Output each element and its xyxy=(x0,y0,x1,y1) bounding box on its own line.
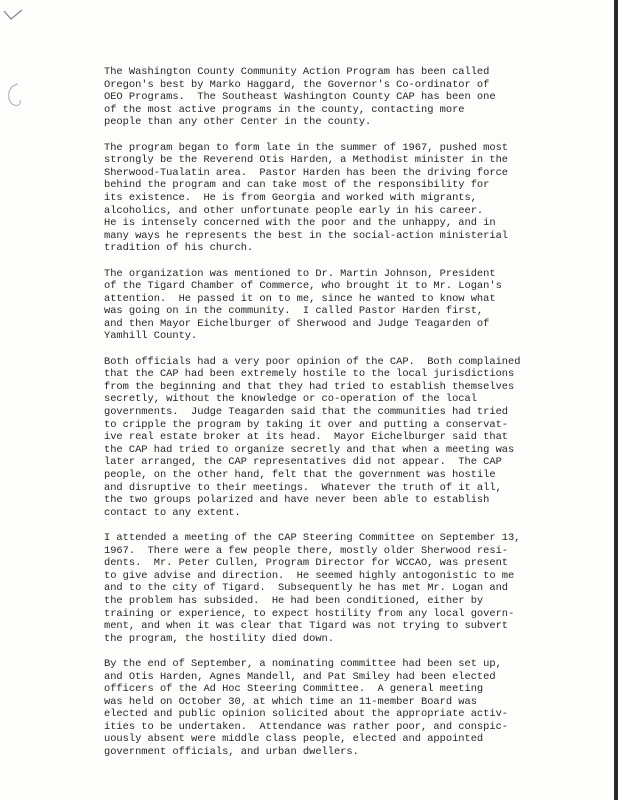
text-line: the CAP had tried to organize secretly and that when a meeting was xyxy=(104,443,515,456)
text-line: I attended a meeting of the CAP Steering Committee on September 13, xyxy=(104,531,521,544)
text-line: Both officials had a very poor opinion of the CAP. Both complained xyxy=(104,355,521,368)
text-line: contact to any extent. xyxy=(104,506,241,519)
text-line: Oregon's best by Marko Haggard, the Governor's Co-ordinator of xyxy=(104,78,490,91)
text-line: alcoholics, and other unfortunate people early in his career. xyxy=(104,204,484,217)
text-line: people than any other Center in the county. xyxy=(104,116,372,129)
text-line: dents. Mr. Peter Cullen, Program Director for WCCAO, was present xyxy=(104,557,509,570)
text-line: that the CAP had been extremely hostile to the local jurisdictions xyxy=(104,368,515,381)
paragraph xyxy=(104,142,582,255)
text-line: people, on the other hand, felt that the government was hostile xyxy=(104,469,496,481)
paragraph xyxy=(104,356,582,520)
paragraph xyxy=(104,66,582,129)
text-line: The Washington County Community Action Program has been called xyxy=(104,66,490,78)
text-line: uously absent were middle class people, elected and appointed xyxy=(104,733,484,746)
text-line: The program began to form late in the summer of 1967, pushed most xyxy=(104,141,509,154)
paragraph xyxy=(104,268,582,344)
paragraph xyxy=(104,532,582,645)
text-line: was held on October 30, at which time an 11-member Board was xyxy=(104,695,477,708)
text-line: the program, the hostility died down. xyxy=(104,632,334,645)
text-line: and to the city of Tigard. Subsequently he has met Mr. Logan and xyxy=(104,582,509,595)
text-line: the problem has subsided. He had been conditioned, either by xyxy=(104,594,484,607)
text-line: to cripple the program by taking it over and putting a conservat- xyxy=(104,418,509,431)
text-line: to give advise and direction. He seemed highly antogonistic to me xyxy=(104,569,515,582)
text-line: of the Tigard Chamber of Commerce, who brought it to Mr. Logan's xyxy=(104,280,502,293)
text-line: behind the program and can take most of the responsibility for xyxy=(104,179,490,192)
text-line: government officials, and urban dwellers. xyxy=(104,746,359,759)
text-line: strongly be the Reverend Otis Harden, a Methodist minister in the xyxy=(104,154,509,167)
text-line: secretly, without the knowledge or co-operation of the local xyxy=(104,393,477,406)
text-line: OEO Programs. The Southeast Washington County CAP has been one xyxy=(104,91,496,104)
text-line: of the most active programs in the county, contacting more xyxy=(104,103,465,116)
text-line: By the end of September, a nominating committee had been set up, xyxy=(104,657,502,670)
text-line: and then Mayor Eichelburger of Sherwood and Judge Teagarden of xyxy=(104,317,490,330)
paragraph xyxy=(104,658,582,759)
text-line: governments. Judge Teagarden said that the communities had tried xyxy=(104,406,509,419)
text-line: ment, and when it was clear that Tigard was not trying to subvert xyxy=(104,620,509,633)
corner-pen-mark-icon xyxy=(2,8,24,22)
text-line: ities to be undertaken. Attendance was rather poor, and conspic- xyxy=(104,720,509,733)
text-line: was going on in the community. I called Pastor Harden first, xyxy=(104,305,484,318)
text-line: 1967. There were a few people there, mostly older Sherwood resi- xyxy=(104,544,509,557)
text-line: its existence. He is from Georgia and worked with migrants, xyxy=(104,191,477,204)
text-line: from the beginning and that they had tried to establish themselves xyxy=(104,380,515,393)
text-line: Sherwood-Tualatin area. Pastor Harden has been the driving force xyxy=(104,166,509,179)
text-line: officers of the Ad Hoc Steering Committee. A general meeting xyxy=(104,683,484,696)
text-line: attention. He passed it on to me, since he wanted to know what xyxy=(104,292,496,305)
text-line: ive real estate broker at its head. Mayor Eichelburger said that xyxy=(104,431,509,444)
text-line: and disruptive to their meetings. Whatever the truth of it all, xyxy=(104,481,502,494)
text-line: Yamhill County. xyxy=(104,330,198,343)
text-line: and Otis Harden, Agnes Mandell, and Pat Smiley had been elected xyxy=(104,670,496,683)
document-body xyxy=(104,66,582,771)
scan-edge-shadow xyxy=(614,0,618,800)
text-line: later arranged, the CAP representatives did not appear. The CAP xyxy=(104,456,502,469)
binder-ring-mark-icon xyxy=(2,80,32,110)
text-line: tradition of his church. xyxy=(104,242,254,255)
text-line: The organization was mentioned to Dr. Martin Johnson, President xyxy=(104,267,496,280)
text-line: training or experience, to expect hostility from any local govern- xyxy=(104,607,515,620)
text-line: He is intensely concerned with the poor and the unhappy, and in xyxy=(104,217,496,230)
text-line: many ways he represents the best in the social-action ministerial xyxy=(104,229,509,242)
text-line: the two groups polarized and have never been able to establish xyxy=(104,494,490,507)
text-line: elected and public opinion solicited about the appropriate activ- xyxy=(104,708,509,721)
